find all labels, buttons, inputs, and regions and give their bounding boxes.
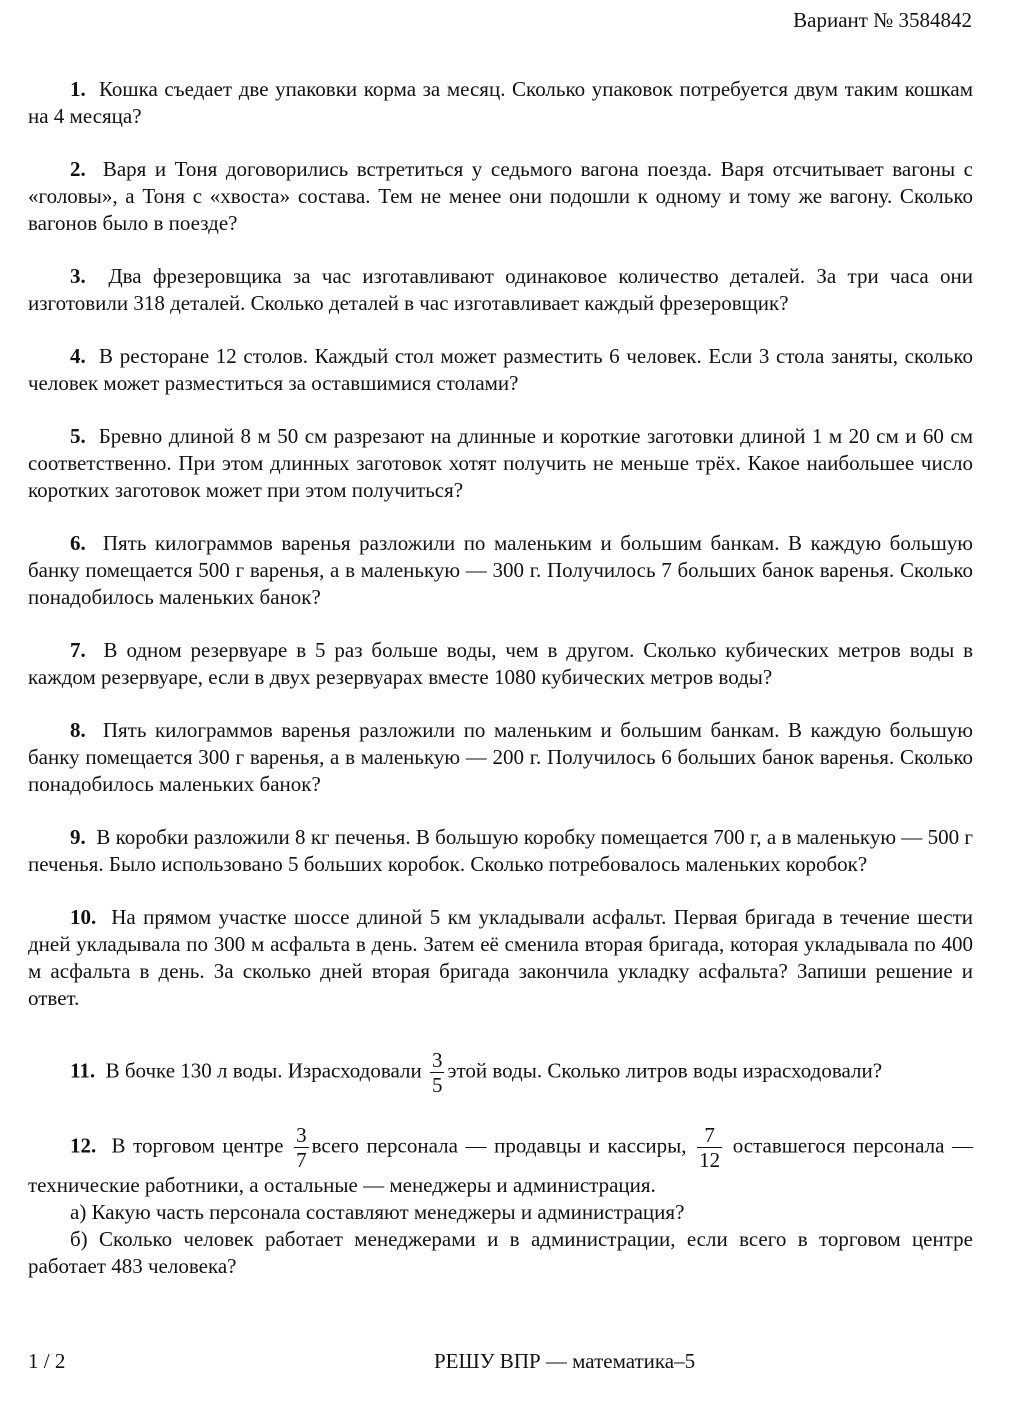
task-11 xyxy=(28,1048,973,1097)
task-number: 12. xyxy=(70,1133,97,1158)
task-text: В коробки разложили 8 кг печенья. В большую коробку помещается 700 г, а в маленькую — 500 г печенья. Было использовано 5 больших коробок. Сколько потребовалось маленьких коробок? xyxy=(28,825,974,876)
task-text: Кошка съедает две упаковки корма за месяц. Сколько упаковок потребуется двум таким кошкам на 4 месяца? xyxy=(28,77,974,128)
task-text-part2: всего персонала — продавцы и кассиры, xyxy=(311,1133,687,1158)
fraction-numerator: 3 xyxy=(431,1048,443,1072)
variant-number: Вариант № 3584842 xyxy=(793,8,972,32)
task-text: Пять килограммов варенья разложили по маленьким и большим банкам. В каждую большую банку помещается 500 г варенья, а в маленькую — 300 г. Получилось 7 больших банок варенья. Сколько понадобилось маленьких банок? xyxy=(28,531,973,609)
task-number: 1. xyxy=(70,77,86,101)
task-text: Варя и Тоня договорились встретиться у седьмого вагона поезда. Варя отсчитывает вагоны с «головы», а Тоня с «хвоста» состава. Тем не менее они подошли к одному и тому же вагону. Сколько вагонов было в поезде? xyxy=(28,157,973,235)
task-number: 4. xyxy=(70,344,86,368)
task-10 xyxy=(28,904,973,1012)
fraction-denominator: 7 xyxy=(296,1148,307,1172)
fraction-denominator: 5 xyxy=(431,1073,443,1097)
fraction-numerator: 7 xyxy=(697,1123,722,1148)
task-3 xyxy=(28,263,973,317)
task-list xyxy=(28,76,973,1280)
task-4 xyxy=(28,343,973,397)
task-5 xyxy=(28,423,973,504)
task-text: В ресторане 12 столов. Каждый стол может разместить 6 человек. Если 3 стола заняты, сколько человек может разместиться за оставшимися столами? xyxy=(28,344,974,395)
fraction xyxy=(697,1123,722,1172)
task-12 xyxy=(28,1123,973,1280)
task-number: 9. xyxy=(70,825,86,849)
page-number: 1 / 2 xyxy=(28,1349,66,1373)
task-number: 8. xyxy=(70,718,86,742)
task-6 xyxy=(28,530,973,611)
task-text: Два фрезеровщика за час изготавливают одинаковое количество деталей. За три часа они изготовили 318 деталей. Сколько деталей в час изготавливает каждый фрезеровщик? xyxy=(28,264,974,315)
subquestion-a: а) Какую часть персонала составляют менеджеры и администрация? xyxy=(70,1200,685,1224)
subquestion-b: б) Сколько человек работает менеджерами и в администрации, если всего в торговом центре работает 483 человека? xyxy=(28,1227,973,1278)
task-text: На прямом участке шоссе длиной 5 км укладывали асфальт. Первая бригада в течение шести дней укладывала по 300 м асфальта в день. Затем её сменила вторая бригада, которая укладывала по 400 м асфальта в день. За сколько дней вторая бригада закончила укладку асфальта? Запиши решение и ответ. xyxy=(28,905,974,1010)
fraction-denominator: 12 xyxy=(699,1148,721,1172)
task-text: Пять килограммов варенья разложили по маленьким и большим банкам. В каждую большую банку помещается 300 г варенья, а в маленькую — 200 г. Получилось 6 больших банок варенья. Сколько понадобилось маленьких банок? xyxy=(28,718,973,796)
task-text-after: этой воды. Сколько литров воды израсходовали? xyxy=(447,1058,883,1083)
task-9 xyxy=(28,824,973,878)
task-number: 11. xyxy=(70,1058,96,1083)
task-number: 7. xyxy=(70,638,86,662)
task-7 xyxy=(28,637,973,691)
task-number: 5. xyxy=(70,424,86,448)
task-8 xyxy=(28,717,973,798)
fraction-numerator: 3 xyxy=(296,1123,307,1147)
footer-title: РЕШУ ВПР — математика–5 xyxy=(434,1349,696,1373)
task-number: 10. xyxy=(70,905,97,929)
task-text: Бревно длиной 8 м 50 см разрезают на длинные и короткие заготовки длиной 1 м 20 см и 60 см соответственно. При этом длинных заготовок хотят получить не меньше трёх. Какое наибольшее число коротких заготовок может при этом получиться? xyxy=(28,424,973,502)
task-number: 6. xyxy=(70,531,86,555)
task-number: 2. xyxy=(70,157,86,181)
task-1 xyxy=(28,76,973,130)
task-text-before: В бочке 130 л воды. Израсходовали xyxy=(105,1058,422,1083)
fraction xyxy=(294,1123,309,1172)
task-text-part3: оставшегося персонала — технические работники, а остальные — менеджеры и администрация. xyxy=(28,1133,974,1197)
task-text: В одном резервуаре в 5 раз больше воды, чем в другом. Сколько кубических метров воды в каждом резервуаре, если в двух резервуарах вместе 1080 кубических метров воды? xyxy=(28,638,973,689)
task-2 xyxy=(28,156,973,237)
task-number: 3. xyxy=(70,264,86,288)
fraction xyxy=(430,1048,445,1097)
task-text-part1: В торговом центре xyxy=(111,1133,284,1158)
